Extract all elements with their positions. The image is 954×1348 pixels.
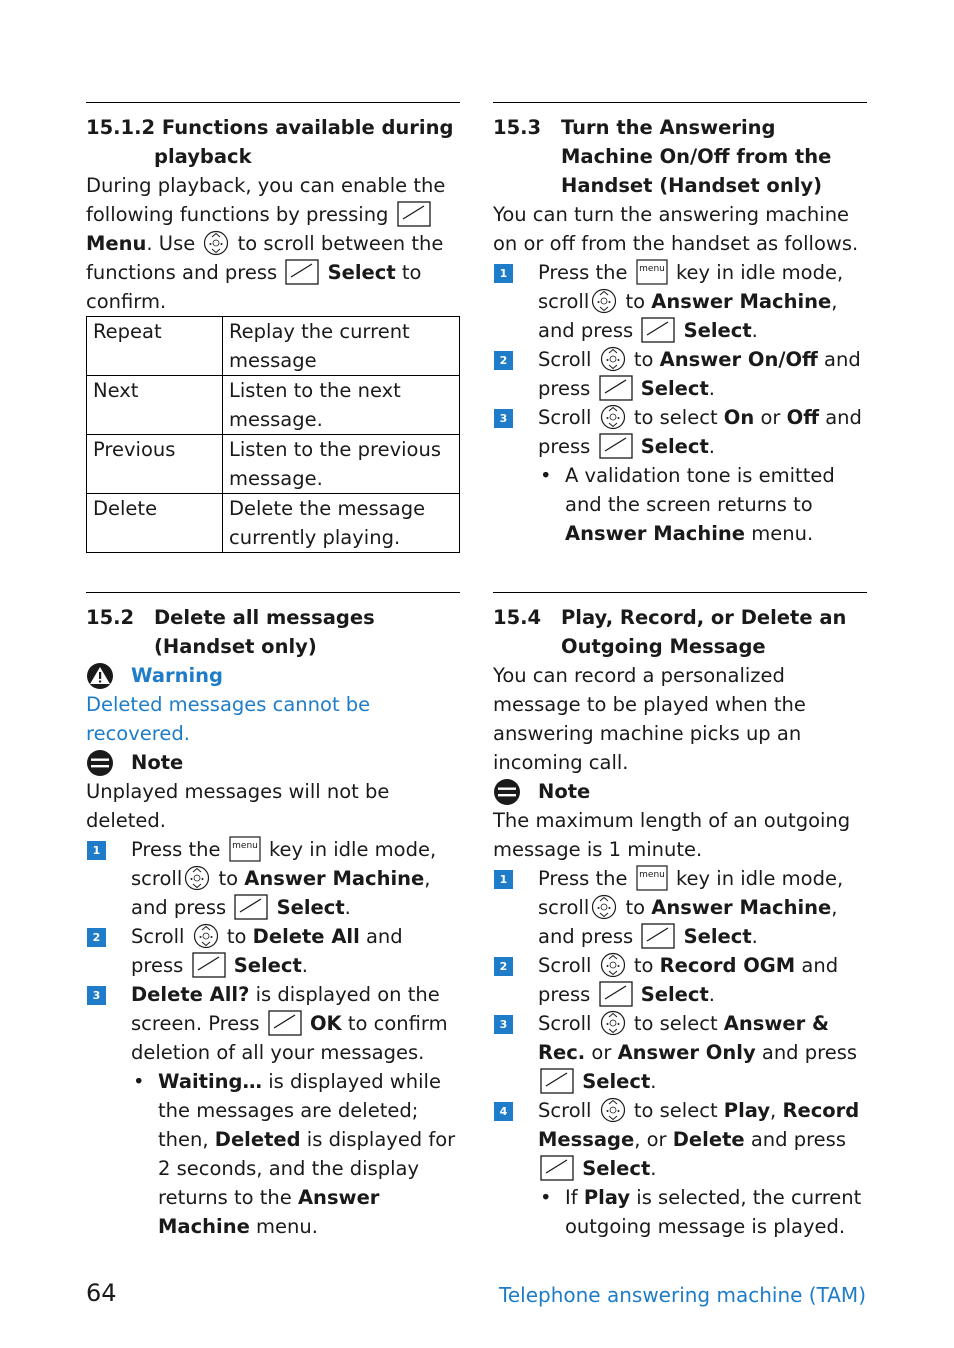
softkey-icon	[192, 952, 226, 978]
text: and press	[761, 1041, 858, 1064]
text: .	[708, 377, 715, 400]
steps-list	[86, 835, 460, 1241]
text: ,	[770, 1099, 777, 1122]
section-heading	[86, 113, 460, 171]
text: is selected, the current outgoing message is played.	[565, 1186, 862, 1238]
menu-key-icon	[636, 865, 668, 891]
text: .	[650, 1070, 657, 1093]
softkey-icon	[540, 1068, 574, 1094]
steps-list	[493, 258, 867, 548]
text: to	[625, 896, 646, 919]
bold-text: Delete All?	[131, 983, 250, 1006]
bold-text: Play	[583, 1186, 631, 1209]
section-heading	[86, 603, 460, 661]
bullet-dot: •	[133, 1070, 145, 1093]
section-title: Delete all messages (Handset only)	[154, 606, 375, 658]
step-1	[493, 864, 867, 951]
section-15-1-2	[86, 102, 460, 553]
text: .	[708, 435, 715, 458]
section-number: 15.3	[493, 116, 542, 139]
step-4	[493, 1096, 867, 1241]
section-rule	[86, 102, 460, 103]
section-rule	[86, 592, 460, 593]
text: Scroll	[538, 954, 592, 977]
step-number: 3	[494, 1015, 513, 1034]
nav-key-icon	[600, 346, 626, 372]
bold-text: Select	[582, 1157, 651, 1180]
nav-key-icon	[600, 952, 626, 978]
nav-key-icon	[193, 923, 219, 949]
text: is displayed while the messages are deleted; then,	[158, 1070, 441, 1151]
step-2	[493, 951, 867, 1009]
table-row	[87, 376, 460, 435]
function-name: Delete	[87, 494, 223, 553]
step-3	[86, 980, 460, 1241]
nav-key-icon	[600, 1010, 626, 1036]
text: to	[633, 954, 654, 977]
bold-text: Select	[276, 896, 345, 919]
softkey-icon	[540, 1155, 574, 1181]
step-3	[493, 403, 867, 548]
bold-text: Record Message	[538, 1099, 860, 1151]
bold-text: Select	[640, 377, 709, 400]
function-description: Listen to the previous message.	[223, 435, 460, 494]
svg-text:menu: menu	[638, 870, 665, 880]
bullet-item	[538, 461, 867, 548]
bold-text: Select	[683, 925, 752, 948]
bold-text: Answer Machine	[244, 867, 425, 890]
bold-text: Answer Machine	[158, 1186, 380, 1238]
bold-text: Waiting…	[158, 1070, 263, 1093]
bold-text: Play	[723, 1099, 771, 1122]
section-15-3	[493, 102, 867, 548]
step-3	[493, 1009, 867, 1096]
bold-text: Answer On/Off	[659, 348, 818, 371]
text: Scroll	[131, 925, 185, 948]
bold-text: Delete	[672, 1128, 745, 1151]
text: or	[760, 406, 781, 429]
text: .	[751, 925, 758, 948]
text: .	[650, 1157, 657, 1180]
text: or	[591, 1041, 612, 1064]
note-text: The maximum length of an outgoing message is 1 minute.	[493, 809, 851, 861]
bold-text: Select	[683, 319, 752, 342]
menu-label: Menu	[86, 232, 147, 255]
softkey-icon	[599, 433, 633, 459]
bold-text: Off	[786, 406, 819, 429]
bold-text: Answer & Rec.	[538, 1012, 830, 1064]
bold-text: Delete All	[252, 925, 360, 948]
softkey-icon	[285, 259, 319, 285]
note-text: Unplayed messages will not be deleted.	[86, 780, 390, 832]
step-number: 2	[494, 351, 513, 370]
text: to confirm deletion of all your messages.	[131, 1012, 448, 1064]
text: and press	[538, 954, 839, 1006]
note-label: Note	[131, 751, 184, 774]
page-number: 64	[86, 1279, 117, 1307]
section-number: 15.2	[86, 606, 135, 629]
text: Scroll	[538, 406, 592, 429]
text: Scroll	[538, 348, 592, 371]
bold-text: Select	[640, 983, 709, 1006]
section-rule	[493, 592, 867, 593]
section-15-4	[493, 592, 867, 1241]
text: to	[218, 867, 239, 890]
step-1	[493, 258, 867, 345]
text: Scroll	[538, 1099, 592, 1122]
step-2	[493, 345, 867, 403]
text: to	[226, 925, 247, 948]
softkey-icon	[641, 317, 675, 343]
bold-text: Answer Machine	[651, 896, 832, 919]
text: During playback, you can enable the following functions by pressing	[86, 174, 446, 226]
bullet-dot: •	[540, 1186, 552, 1209]
nav-key-icon	[591, 894, 617, 920]
softkey-icon	[599, 981, 633, 1007]
softkey-icon	[641, 923, 675, 949]
function-description: Listen to the next message.	[223, 376, 460, 435]
text: to select	[633, 1012, 718, 1035]
table-row	[87, 494, 460, 553]
text: . Use	[146, 232, 196, 255]
bullet-item	[538, 1183, 867, 1241]
text: and press	[538, 406, 862, 458]
softkey-icon	[397, 201, 431, 227]
text: If	[565, 1186, 578, 1209]
function-name: Previous	[87, 435, 223, 494]
text: .	[301, 954, 308, 977]
text: is displayed for 2 seconds, and the display returns to the	[158, 1128, 456, 1209]
text: A validation tone is emitted and the screen returns to	[565, 464, 835, 516]
section-15-2	[86, 592, 460, 1241]
text: to scroll between the functions and press	[86, 232, 444, 284]
bold-text: On	[723, 406, 755, 429]
text: , and press	[131, 867, 431, 919]
warning-heading	[86, 661, 460, 690]
text: and press	[538, 348, 861, 400]
intro-paragraph: You can record a personalized message to be played when the answering machine picks up an incoming call.	[493, 664, 806, 774]
footer-section-title: Telephone answering machine (TAM)	[499, 1283, 866, 1307]
step-number: 3	[494, 409, 513, 428]
note-label: Note	[538, 780, 591, 803]
warning-label: Warning	[131, 664, 223, 687]
section-title: Functions available during playback	[154, 116, 454, 168]
step-number: 1	[494, 870, 513, 889]
text: Press the	[538, 867, 628, 890]
function-description: Replay the current message	[223, 317, 460, 376]
text: to	[633, 348, 654, 371]
note-heading	[493, 777, 867, 806]
warning-icon	[86, 662, 114, 690]
text: Press the	[131, 838, 221, 861]
note-heading	[86, 748, 460, 777]
text: to confirm.	[86, 261, 422, 313]
text: key in idle mode, scroll	[538, 261, 844, 313]
bold-text: OK	[309, 1012, 342, 1035]
step-1	[86, 835, 460, 922]
function-description: Delete the message currently playing.	[223, 494, 460, 553]
function-name: Next	[87, 376, 223, 435]
steps-list	[493, 864, 867, 1241]
nav-key-icon	[591, 288, 617, 314]
text: is displayed on the screen. Press	[131, 983, 440, 1035]
text: menu.	[256, 1215, 318, 1238]
step-number: 2	[87, 928, 106, 947]
select-label: Select	[327, 261, 396, 284]
bold-text: Answer Machine	[565, 522, 746, 545]
section-number: 15.4	[493, 606, 542, 629]
step-number: 4	[494, 1102, 513, 1121]
step-number: 1	[87, 841, 106, 860]
bullet-item	[131, 1067, 460, 1241]
text: to select	[633, 406, 718, 429]
nav-key-icon	[600, 404, 626, 430]
text: Press the	[538, 261, 628, 284]
bold-text: Answer Only	[617, 1041, 756, 1064]
section-number: 15.1.2	[86, 116, 156, 139]
text: .	[344, 896, 351, 919]
text: and press	[131, 925, 403, 977]
intro-paragraph	[86, 171, 460, 316]
text: to	[625, 290, 646, 313]
menu-key-icon	[636, 259, 668, 285]
note-icon	[86, 749, 114, 777]
step-number: 1	[494, 264, 513, 283]
menu-key-icon	[229, 836, 261, 862]
intro-paragraph: You can turn the answering machine on or off from the handset as follows.	[493, 203, 859, 255]
nav-key-icon	[203, 230, 229, 256]
text: , and press	[538, 896, 838, 948]
text: , or	[634, 1128, 667, 1151]
bold-text: Deleted	[214, 1128, 301, 1151]
section-heading	[493, 603, 867, 661]
bold-text: Select	[233, 954, 302, 977]
section-title: Turn the Answering Machine On/Off from the Handset (Handset only)	[561, 116, 832, 197]
svg-text:menu: menu	[638, 264, 665, 274]
step-2	[86, 922, 460, 980]
text: .	[751, 319, 758, 342]
warning-text: Deleted messages cannot be recovered.	[86, 693, 371, 745]
text: , and press	[538, 290, 838, 342]
softkey-icon	[268, 1010, 302, 1036]
bold-text: Record OGM	[659, 954, 796, 977]
text: to select	[633, 1099, 718, 1122]
svg-text:menu: menu	[231, 841, 258, 851]
step-number: 2	[494, 957, 513, 976]
table-row	[87, 317, 460, 376]
note-icon	[493, 778, 521, 806]
bullet-dot: •	[540, 464, 552, 487]
section-title: Play, Record, or Delete an Outgoing Message	[561, 606, 847, 658]
text: key in idle mode, scroll	[131, 838, 437, 890]
functions-table	[86, 316, 460, 553]
section-heading	[493, 113, 867, 200]
softkey-icon	[599, 375, 633, 401]
bold-text: Answer Machine	[651, 290, 832, 313]
bold-text: Select	[640, 435, 709, 458]
softkey-icon	[234, 894, 268, 920]
nav-key-icon	[600, 1097, 626, 1123]
table-row	[87, 435, 460, 494]
nav-key-icon	[184, 865, 210, 891]
text: key in idle mode, scroll	[538, 867, 844, 919]
text: Scroll	[538, 1012, 592, 1035]
step-number: 3	[87, 986, 106, 1005]
text: menu.	[751, 522, 814, 545]
text: .	[708, 983, 715, 1006]
function-name: Repeat	[87, 317, 223, 376]
section-rule	[493, 102, 867, 103]
bold-text: Select	[582, 1070, 651, 1093]
text: and press	[750, 1128, 846, 1151]
